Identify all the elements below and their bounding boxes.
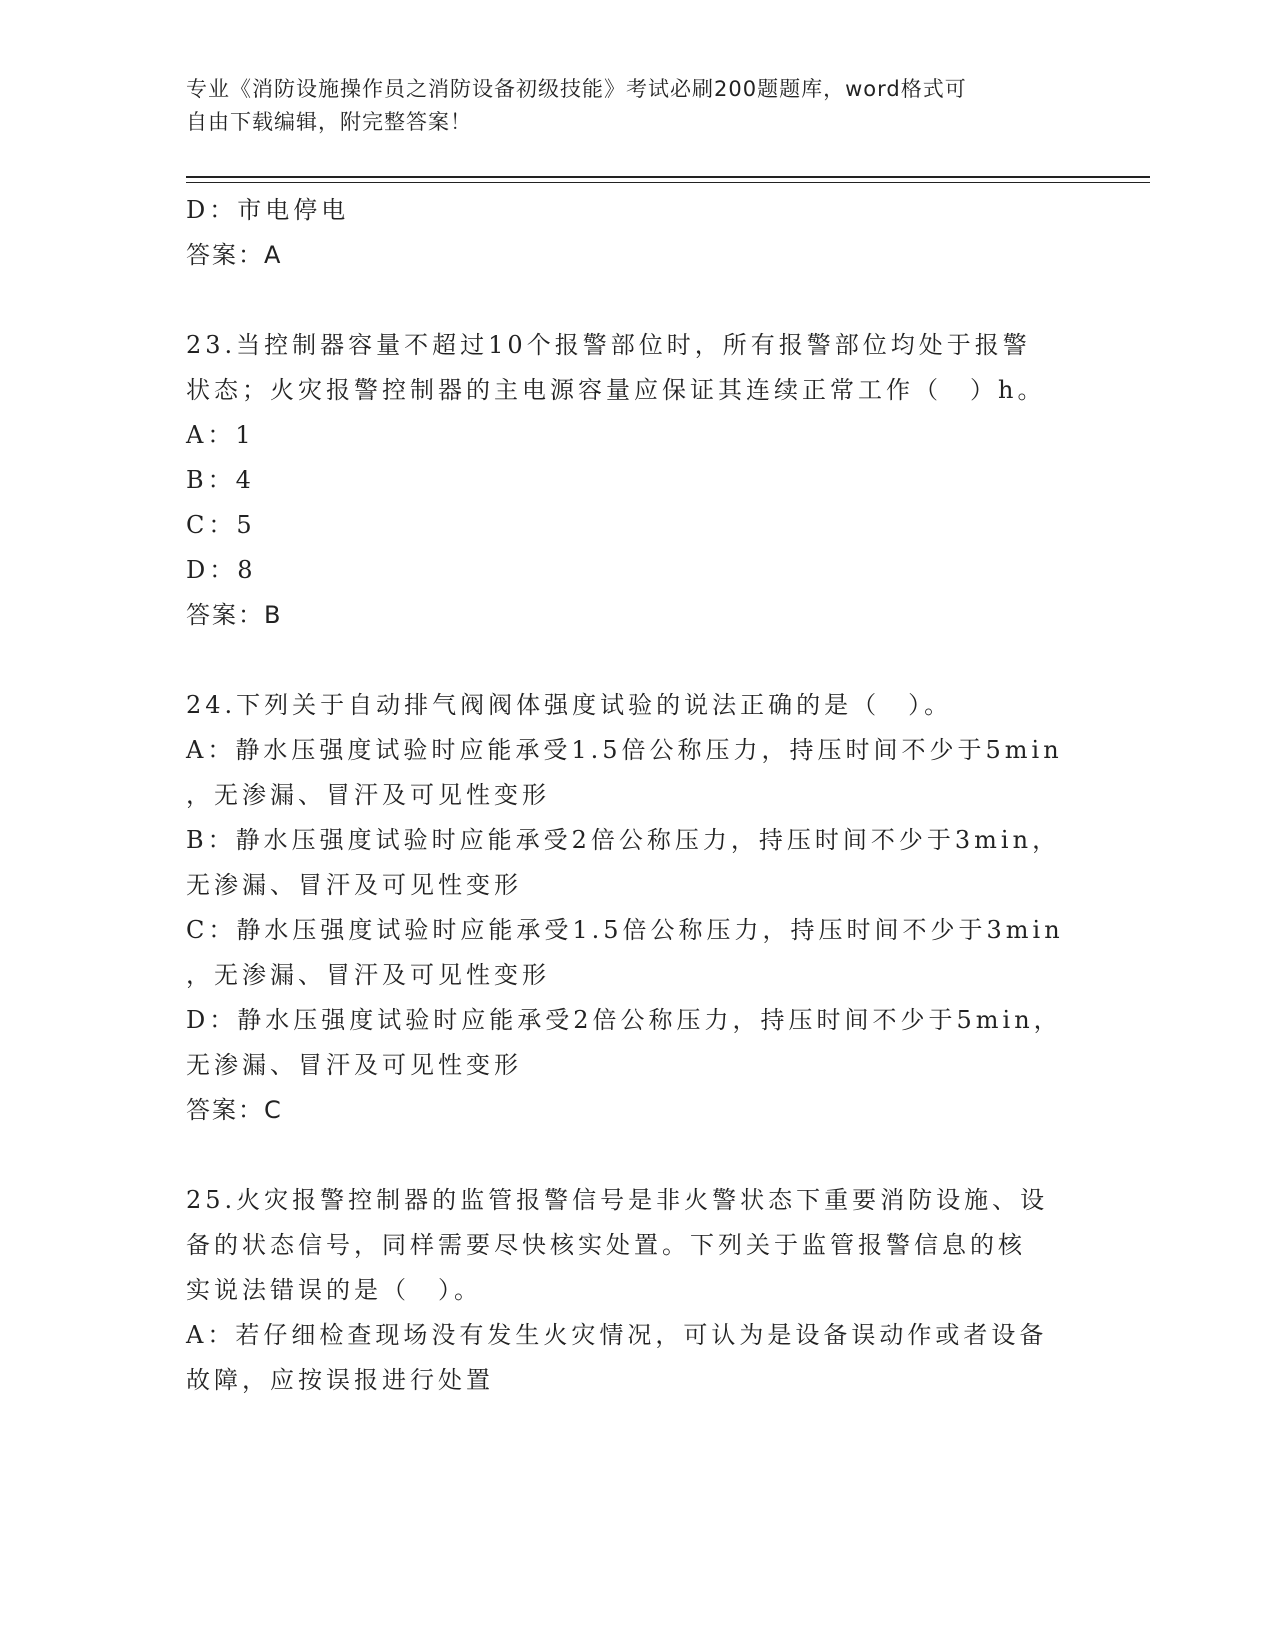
q22-answer: 答案：A [186,241,283,269]
q23-stem-line1: 23.当控制器容量不超过10个报警部位时，所有报警部位均处于报警 [186,331,1031,359]
q24-answer: 答案：C [186,1096,283,1124]
q24-option-b-line2: 无渗漏、冒汗及可见性变形 [186,871,522,899]
header-divider-thick [186,176,1150,178]
q23-option-b: B：4 [186,466,255,494]
spacer [186,1133,1086,1178]
q24-option-a-line2: ，无渗漏、冒汗及可见性变形 [186,781,550,809]
header-title-line2: 自由下载编辑，附完整答案！ [186,110,472,134]
q24-stem: 24.下列关于自动排气阀阀体强度试验的说法正确的是（ ）。 [186,691,953,719]
q22-option-d: D：市电停电 [186,196,350,224]
q23-stem-line2: 状态；火灾报警控制器的主电源容量应保证其连续正常工作（ ）h。 [186,376,1046,404]
spacer [186,278,1086,323]
q23-option-d: D：8 [186,556,257,584]
question-content [186,188,1086,1403]
q25-stem-line2: 备的状态信号，同样需要尽快核实处置。下列关于监管报警信息的核 [186,1231,1026,1259]
q25-stem-line1: 25.火灾报警控制器的监管报警信号是非火警状态下重要消防设施、设 [186,1186,1049,1214]
header-divider-thin [186,182,1150,183]
q24-option-b-line1: B：静水压强度试验时应能承受2倍公称压力，持压时间不少于3min， [186,826,1061,854]
q24-option-d-line2: 无渗漏、冒汗及可见性变形 [186,1051,522,1079]
document-header [186,73,1066,139]
q23-option-c: C：5 [186,511,256,539]
q25-option-a-line2: 故障，应按误报进行处置 [186,1366,494,1394]
q24-option-c-line1: C：静水压强度试验时应能承受1.5倍公称压力，持压时间不少于3min [186,916,1064,944]
header-title-line1: 专业《消防设施操作员之消防设备初级技能》考试必刷200题题库，word格式可 [186,77,967,101]
q23-answer: 答案：B [186,601,283,629]
q25-stem-line3: 实说法错误的是（ ）。 [186,1276,482,1304]
q24-option-c-line2: ，无渗漏、冒汗及可见性变形 [186,961,550,989]
q24-option-d-line1: D：静水压强度试验时应能承受2倍公称压力，持压时间不少于5min， [186,1006,1062,1034]
spacer [186,638,1086,683]
q23-option-a: A：1 [186,421,255,449]
q25-option-a-line1: A：若仔细检查现场没有发生火灾情况，可认为是设备误动作或者设备 [186,1321,1048,1349]
q24-option-a-line1: A：静水压强度试验时应能承受1.5倍公称压力，持压时间不少于5min [186,736,1063,764]
